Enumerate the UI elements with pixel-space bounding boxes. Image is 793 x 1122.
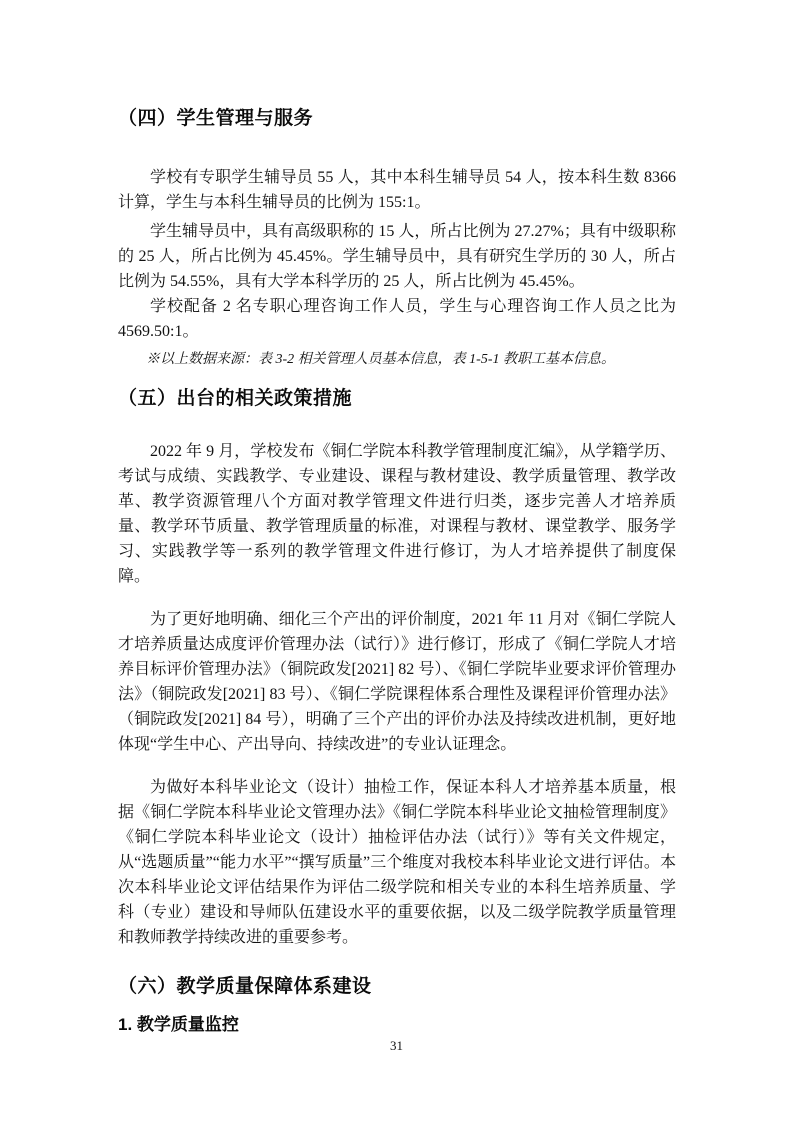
section-heading-5: （五）出台的相关政策措施 (118, 388, 353, 409)
paragraph-evaluation-measures: 为了更好地明确、细化三个产出的评价制度，2021 年 11 月对《铜仁学院人才培养质量达成度评价管理办法（试行）》进行修订，形成了《铜仁学院人才培养目标评价管理办法》（铜院政发[2021] 82 号）、《铜仁学院毕业要求评价管理办法》（铜院政发[2021] 83 号）、《铜仁学院课程体系合理性及课程评价管理办法》（铜院政发[2021] 84 号），明确了三个产出的评价办法及持续改进机制，更好地体现“学生中心、产出导向、持续改进”的专业认证理念。 (118, 611, 676, 753)
subsection-heading-quality-monitoring: 1. 教学质量监控 (118, 1015, 239, 1034)
paragraph-psychology-staff: 学校配备 2 名专职心理咨询工作人员，学生与心理咨询工作人员之比为 4569.50:1。 (118, 298, 676, 340)
paragraph-management-compilation: 2022 年 9 月，学校发布《铜仁学院本科教学管理制度汇编》，从学籍学历、考试与成绩、实践教学、专业建设、课程与教材建设、教学质量管理、教学改革、教学资源管理八个方面对教学管理文件进行归类，逐步完善人才培养质量、教学环节质量、教学管理质量的标准，对课程与教材、课堂教学、服务学习、实践教学等一系列的教学管理文件进行修订，为人才培养提供了制度保障。 (118, 443, 676, 585)
section-heading-6: （六）教学质量保障体系建设 (118, 976, 372, 997)
page-content (118, 0, 676, 1036)
paragraph-counselor-ratio: 学校有专职学生辅导员 55 人，其中本科生辅导员 54 人，按本科生数 8366 计算，学生与本科生辅导员的比例为 155:1。 (118, 169, 676, 211)
section-heading-4: （四）学生管理与服务 (118, 108, 314, 129)
data-source-note: ※以上数据来源：表 3-2 相关管理人员基本信息，表 1-5-1 教职工基本信息。 (146, 352, 615, 367)
paragraph-counselor-titles: 学生辅导员中，具有高级职称的 15 人，所占比例为 27.27%；具有中级职称的 25 人，所占比例为 45.45%。学生辅导员中，具有研究生学历的 30 人，所占比例为 54.55%，具有大学本科学历的 25 人，所占比例为 45.45%。 (118, 223, 676, 290)
page-number: 31 (390, 1038, 403, 1053)
paragraph-thesis-sampling: 为做好本科毕业论文（设计）抽检工作，保证本科人才培养基本质量，根据《铜仁学院本科毕业论文管理办法》《铜仁学院本科毕业论文抽检管理制度》《铜仁学院本科毕业论文（设计）抽检评估办法（试行）》等有关文件规定，从“选题质量”“能力水平”“撰写质量”三个维度对我校本科毕业论文进行评估。本次本科毕业论文评估结果作为评估二级学院和相关专业的本科生培养质量、学科（专业）建设和导师队伍建设水平的重要依据，以及二级学院教学质量管理和教师教学持续改进的重要参考。 (118, 779, 676, 946)
